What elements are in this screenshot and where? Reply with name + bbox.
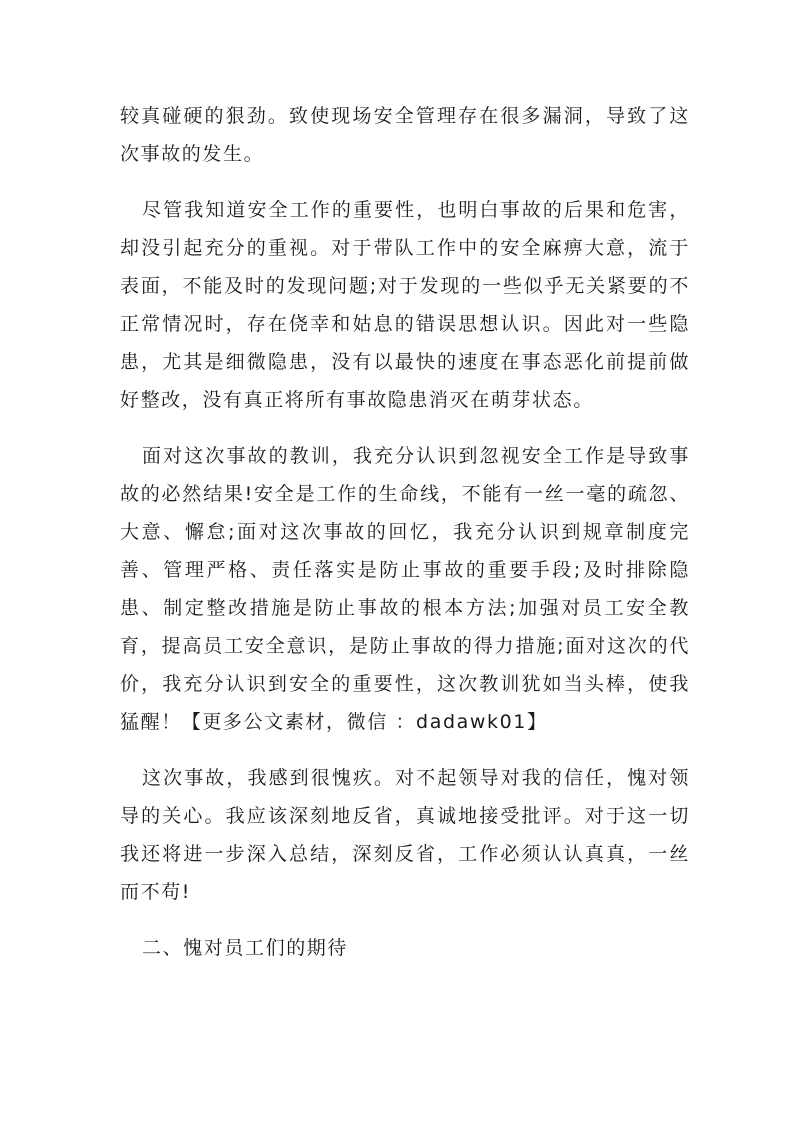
document-body <box>120 97 690 985</box>
paragraph-2: 尽管我知道安全工作的重要性，也明白事故的后果和危害，却没引起充分的重视。对于带队工作中的安全麻痹大意，流于表面，不能及时的发现问题;对于发现的一些似乎无关紧要的不正常情况时，存在侥幸和姑息的错误思想认识。因此对一些隐患，尤其是细微隐患，没有以最快的速度在事态恶化前提前做好整改，没有真正将所有事故隐患消灭在萌芽状态。 <box>120 199 690 411</box>
paragraph-4: 这次事故，我感到很愧疚。对不起领导对我的信任，愧对领导的关心。我应该深刻地反省，真诚地接受批评。对于这一切我还将进一步深入总结，深刻反省，工作必须认认真真，一丝而不苟! <box>120 767 690 903</box>
section-heading: 二、愧对员工们的期待 <box>142 937 349 959</box>
paragraph-3: 面对这次事故的教训，我充分认识到忽视安全工作是导致事故的必然结果!安全是工作的生命线，不能有一丝一毫的疏忽、大意、懈怠;面对这次事故的回忆，我充分认识到规章制度完善、管理严格、责任落实是防止事故的重要手段;及时排除隐患、制定整改措施是防止事故的根本方法;加强对员工安全教育，提高员工安全意识，是防止事故的得力措施;面对这次的代价，我充分认识到安全的重要性，这次教训犹如当头棒，使我猛醒！【更多公文素材，微信 ：dadawk01】 <box>120 445 690 733</box>
paragraph-1: 较真碰硬的狠劲。致使现场安全管理存在很多漏洞，导致了这次事故的发生。 <box>120 105 690 165</box>
